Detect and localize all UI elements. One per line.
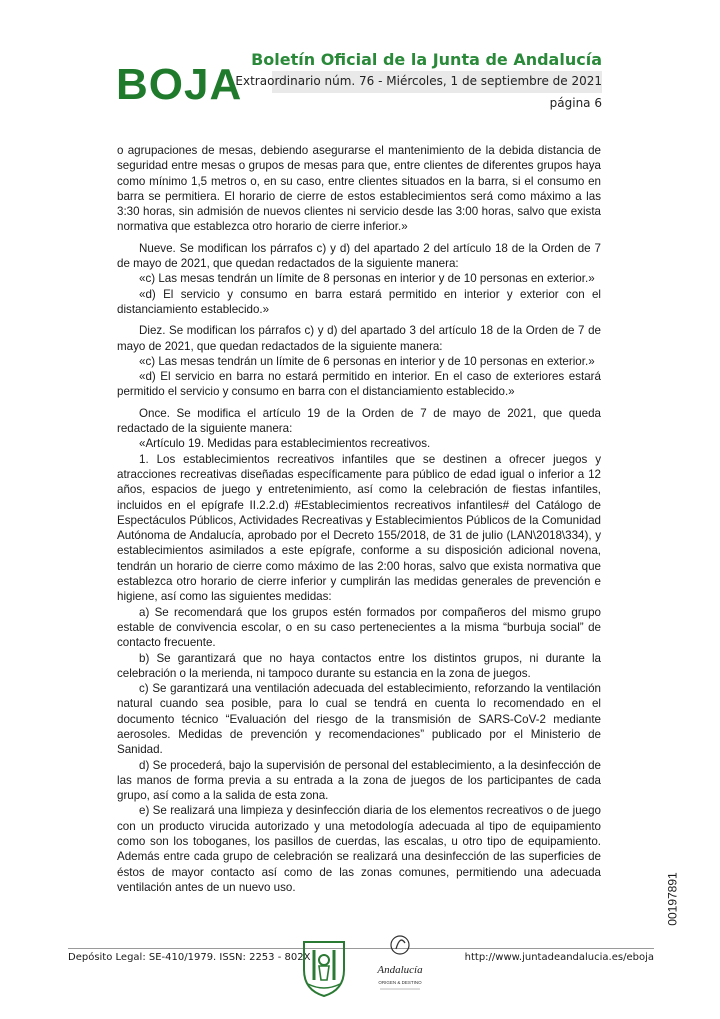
legal-deposit: Depósito Legal: SE-410/1979. ISSN: 2253 - 802X	[68, 952, 311, 963]
boja-logo: BOJA	[116, 60, 243, 109]
paragraph: a) Se recomendará que los grupos estén formados por compañeros del mismo grupo estable de convivencia escolar, o en su caso pertenecientes a la misma “burbuja social” de contacto frecuente.	[117, 605, 601, 650]
footer-divider	[68, 948, 654, 949]
document-code-text: 00197891	[665, 872, 680, 926]
andalusia-coat-of-arms-icon	[300, 936, 348, 998]
paragraph: Once. Se modifica el artículo 19 de la Orden de 7 de mayo de 2021, que queda redactado de la siguiente manera:	[117, 406, 601, 436]
page-number: página 6	[549, 96, 602, 110]
edition-info: Extraordinario núm. 76 - Miércoles, 1 de septiembre de 2021	[235, 74, 602, 88]
paragraph: «d) El servicio y consumo en barra estará permitido en interior y exterior con el distanciamiento establecido.»	[117, 287, 601, 316]
document-body	[117, 143, 601, 895]
bulletin-title: Boletín Oficial de la Junta de Andalucía	[251, 50, 602, 69]
eboja-link[interactable]: http://www.juntadeandalucia.es/eboja	[464, 952, 654, 963]
paragraph: Diez. Se modifican los párrafos c) y d) del apartado 3 del artículo 18 de la Orden de 7 de mayo de 2021, que quedan redactados de la siguiente manera:	[117, 324, 601, 353]
paragraph: 1. Los establecimientos recreativos infantiles que se destinen a ofrecer juegos y atracciones recreativas diseñadas específicamente para público de edad igual o inferior a 12 años, espacios de juego y entretenimiento, así como la celebración de fiestas infantiles, incluidos en el epígrafe II.2.2.d) #Establecimientos recreativos infantiles# del Catálogo de Espectáculos Públicos, Actividades Recreativas y Establecimientos Públicos de la Comunidad Autónoma de Andalucía, aprobado por el Decreto 155/2018, de 31 de julio (LAN\2018\334), y establecimientos asimilados a este epígrafe, conforme a su disposición adicional novena, tendrán un horario de cierre como máximo de las 2:00 horas, salvo que exista normativa que establezca otro horario de cierre inferior y cumplirán las medidas generales de prevención e higiene, así como las siguientes medidas:	[117, 452, 601, 604]
paragraph: «Artículo 19. Medidas para establecimientos recreativos.	[139, 437, 431, 451]
andalucia-wordmark: Andalucía	[377, 964, 423, 976]
paragraph: e) Se realizará una limpieza y desinfección diaria de los elementos recreativos o de juego con un producto virucida autorizado y una metodología adecuada al tipo de equipamiento como son los toboganes, los pasillos de cuerdas, las escalas, u otro tipo de equipamiento. Además entre cada grupo de celebración se realizará una desinfección de las superficies de éstos de mayor contacto así como de las zonas comunes, permitiendo una adecuada ventilación antes de un nuevo uso.	[117, 804, 601, 894]
paragraph: «c) Las mesas tendrán un límite de 8 personas en interior y de 10 personas en exterior.»	[139, 272, 595, 286]
andalucia-brand-logo	[368, 932, 432, 998]
paragraph: o agrupaciones de mesas, debiendo asegurarse el mantenimiento de la debida distancia de seguridad entre mesas o grupos de mesas para que, entre clientes de diferentes grupos haya como mínimo 1,5 metros o, en su caso, entre clientes situados en la barra, si el consumo en barra se permitiera. El horario de cierre de estos establecimientos será como máximo a las 3:30 horas, sin admisión de nuevos clientes ni servicio desde las 3:00 horas, salvo que exista normativa que establezca otro horario de cierre inferior.»	[117, 144, 601, 234]
paragraph: c) Se garantizará una ventilación adecuada del establecimiento, reforzando la ventilación natural cuando sea posible, para lo cual se tendrá en cuenta lo recomendado en el documento técnico “Evaluación del riesgo de la transmisión de SARS-CoV-2 mediante aerosoles. Medidas de prevención y recomendaciones” publicado por el Ministerio de Sanidad.	[117, 682, 601, 757]
paragraph: «c) Las mesas tendrán un límite de 6 personas en interior y de 10 personas en exterior.»	[139, 354, 595, 368]
document-code	[665, 870, 684, 930]
paragraph: «d) El servicio en barra no estará permitido en interior. En el caso de exteriores estará permitido el servicio y consumo en barra con el distanciamiento establecido.»	[117, 370, 601, 399]
paragraph: d) Se procederá, bajo la supervisión de personal del establecimiento, a la desinfección de las manos de forma previa a su entrada a la zona de juegos de los participantes de cada grupo, así como a la salida de esta zona.	[117, 758, 601, 803]
andalucia-tagline: ORIGEN & DESTINO	[378, 980, 422, 985]
paragraph: Nueve. Se modifican los párrafos c) y d) del apartado 2 del artículo 18 de la Orden de 7 de mayo de 2021, que quedan redactados de la siguiente manera:	[117, 241, 601, 271]
paragraph: b) Se garantizará que no haya contactos entre los distintos grupos, ni durante la celebración o la merienda, ni tampoco durante su estancia en la zona de juegos.	[117, 651, 601, 680]
